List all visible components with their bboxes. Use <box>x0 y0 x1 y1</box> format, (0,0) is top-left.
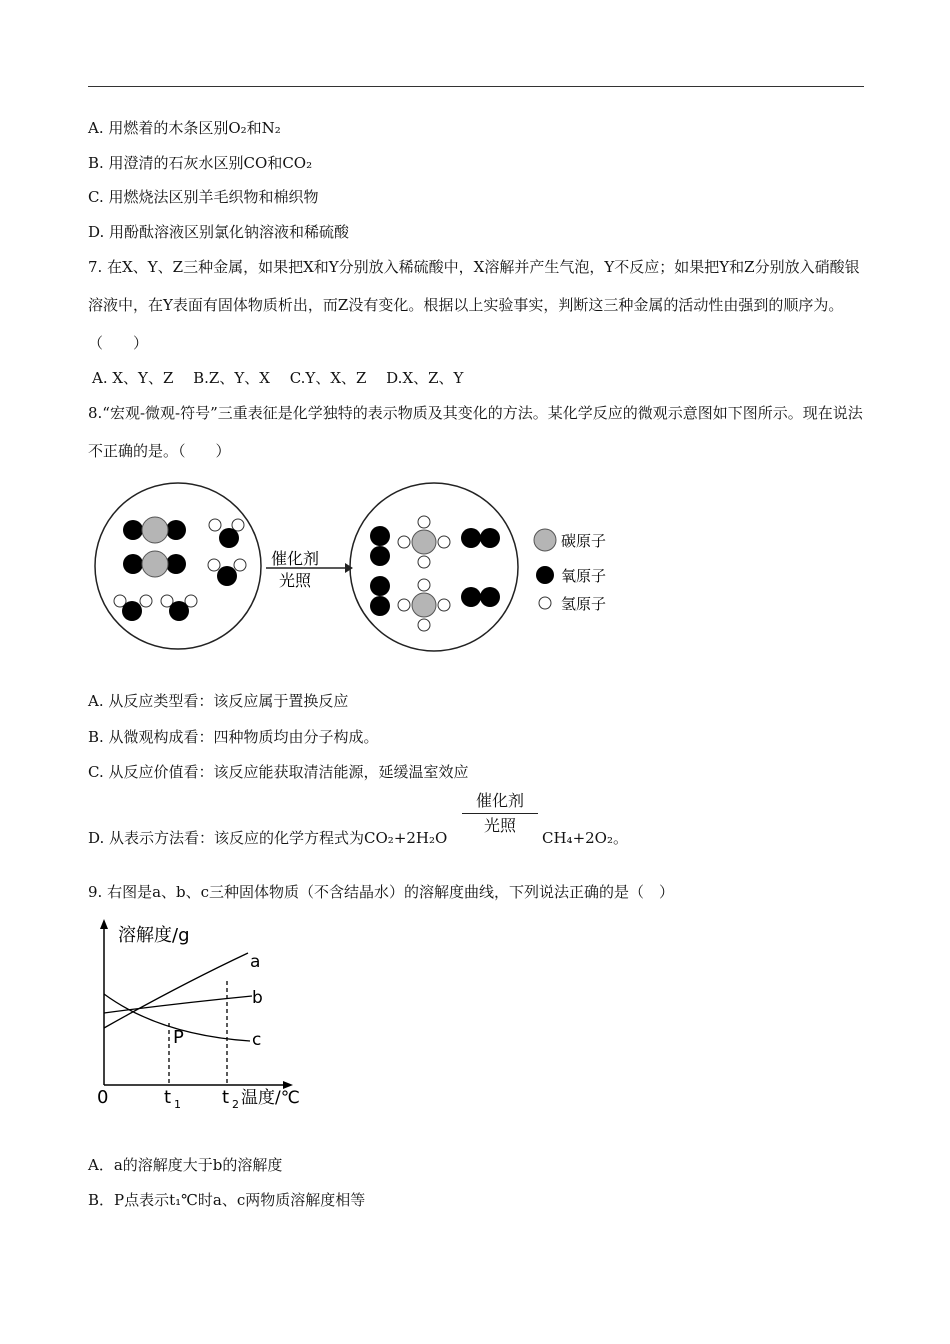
ch4-molecule-1 <box>398 516 450 568</box>
t2-label: t <box>222 1087 230 1108</box>
origin-label: 0 <box>97 1087 109 1108</box>
curve-c-label: c <box>252 1030 262 1050</box>
legend-carbon: 碳原子 <box>561 532 607 550</box>
y-axis-label: 溶解度/g <box>118 925 190 946</box>
equation-light: 光照 <box>483 816 516 835</box>
equation-catalyst: 催化剂 <box>475 791 524 810</box>
q7-options: A. X、Y、Z B.Z、Y、X C.Y、X、Z D.X、Z、Y <box>92 369 464 387</box>
legend-hydrogen: 氢原子 <box>561 595 607 613</box>
curve-a-label: a <box>250 952 261 972</box>
o2-molecule-2 <box>370 576 390 616</box>
q6-option-a: A. 用燃着的木条区别O₂和N₂ <box>88 119 281 137</box>
curve-b-label: b <box>252 988 263 1008</box>
legend-hydrogen-icon <box>539 597 551 609</box>
h2o-molecule-3 <box>114 595 152 621</box>
q9-option-b: B．P点表示t₁℃时a、c两物质溶解度相等 <box>88 1191 366 1209</box>
o2-molecule-3 <box>461 528 500 548</box>
q9-option-a: A．a的溶解度大于b的溶解度 <box>88 1156 283 1174</box>
point-p-label: P <box>173 1027 184 1048</box>
legend-oxygen: 氧原子 <box>561 567 607 585</box>
o2-molecule-4 <box>461 587 500 607</box>
t1-label: t <box>164 1087 172 1108</box>
legend-carbon-icon <box>534 529 556 551</box>
equation-condition <box>460 790 540 837</box>
t2-subscript: 2 <box>232 1098 239 1111</box>
o2-molecule-1 <box>370 526 390 566</box>
header-rule <box>88 86 864 87</box>
q6-option-c: C. 用燃烧法区别羊毛织物和棉织物 <box>88 188 319 206</box>
q8-option-b: B. 从微观构成看：四种物质均由分子构成。 <box>88 728 379 746</box>
h2o-molecule-2 <box>208 559 246 586</box>
ch4-molecule-2 <box>398 579 450 631</box>
q8-option-a: A. 从反应类型看：该反应属于置换反应 <box>88 692 349 710</box>
legend-oxygen-icon <box>536 566 554 584</box>
co2-molecule-2 <box>123 551 186 577</box>
q8-stem: 8.“宏观-微观-符号”三重表征是化学独特的表示物质及其变化的方法。某化学反应的微观示意图如下图所示。现在说法不正确的是。（ ） <box>88 404 863 460</box>
y-axis-arrow <box>100 919 108 929</box>
x-axis-label: 温度/℃ <box>241 1088 300 1108</box>
q8-option-d-prefix: D. 从表示方法看：该反应的化学方程式为CO₂+2H₂O <box>88 829 448 847</box>
condition-catalyst: 催化剂 <box>270 549 320 568</box>
curve-b <box>104 996 252 1013</box>
q6-option-b: B. 用澄清的石灰水区别CO和CO₂ <box>88 154 313 172</box>
condition-light: 光照 <box>278 571 312 590</box>
q8-option-c: C. 从反应价值看：该反应能获取清洁能源，延缓温室效应 <box>88 763 469 781</box>
reaction-micro-diagram <box>90 478 630 658</box>
solubility-graph <box>90 915 320 1115</box>
arrow-head <box>345 563 353 573</box>
products-circle <box>350 483 518 651</box>
q8-option-d-suffix: CH₄+2O₂。 <box>542 829 628 847</box>
h2o-molecule-1 <box>209 519 244 548</box>
co2-molecule-1 <box>123 517 186 543</box>
t1-subscript: 1 <box>174 1098 181 1111</box>
q9-stem: 9. 右图是a、b、c三种固体物质（不含结晶水）的溶解度曲线，下列说法正确的是（ ） <box>88 883 675 901</box>
h2o-molecule-4 <box>161 595 197 621</box>
q7-stem: 7. 在X、Y、Z三种金属，如果把X和Y分别放入稀硫酸中，X溶解并产生气泡，Y不反应；如果把Y和Z分别放入硝酸银溶液中，在Y表面有固体物质析出，而Z没有变化。根据以上实验事实，判断这三种金属的活动性由强到的顺序为。（ ） <box>88 258 860 352</box>
equation-bar <box>462 813 538 814</box>
q6-option-d: D. 用酚酞溶液区别氯化钠溶液和稀硫酸 <box>88 223 350 241</box>
